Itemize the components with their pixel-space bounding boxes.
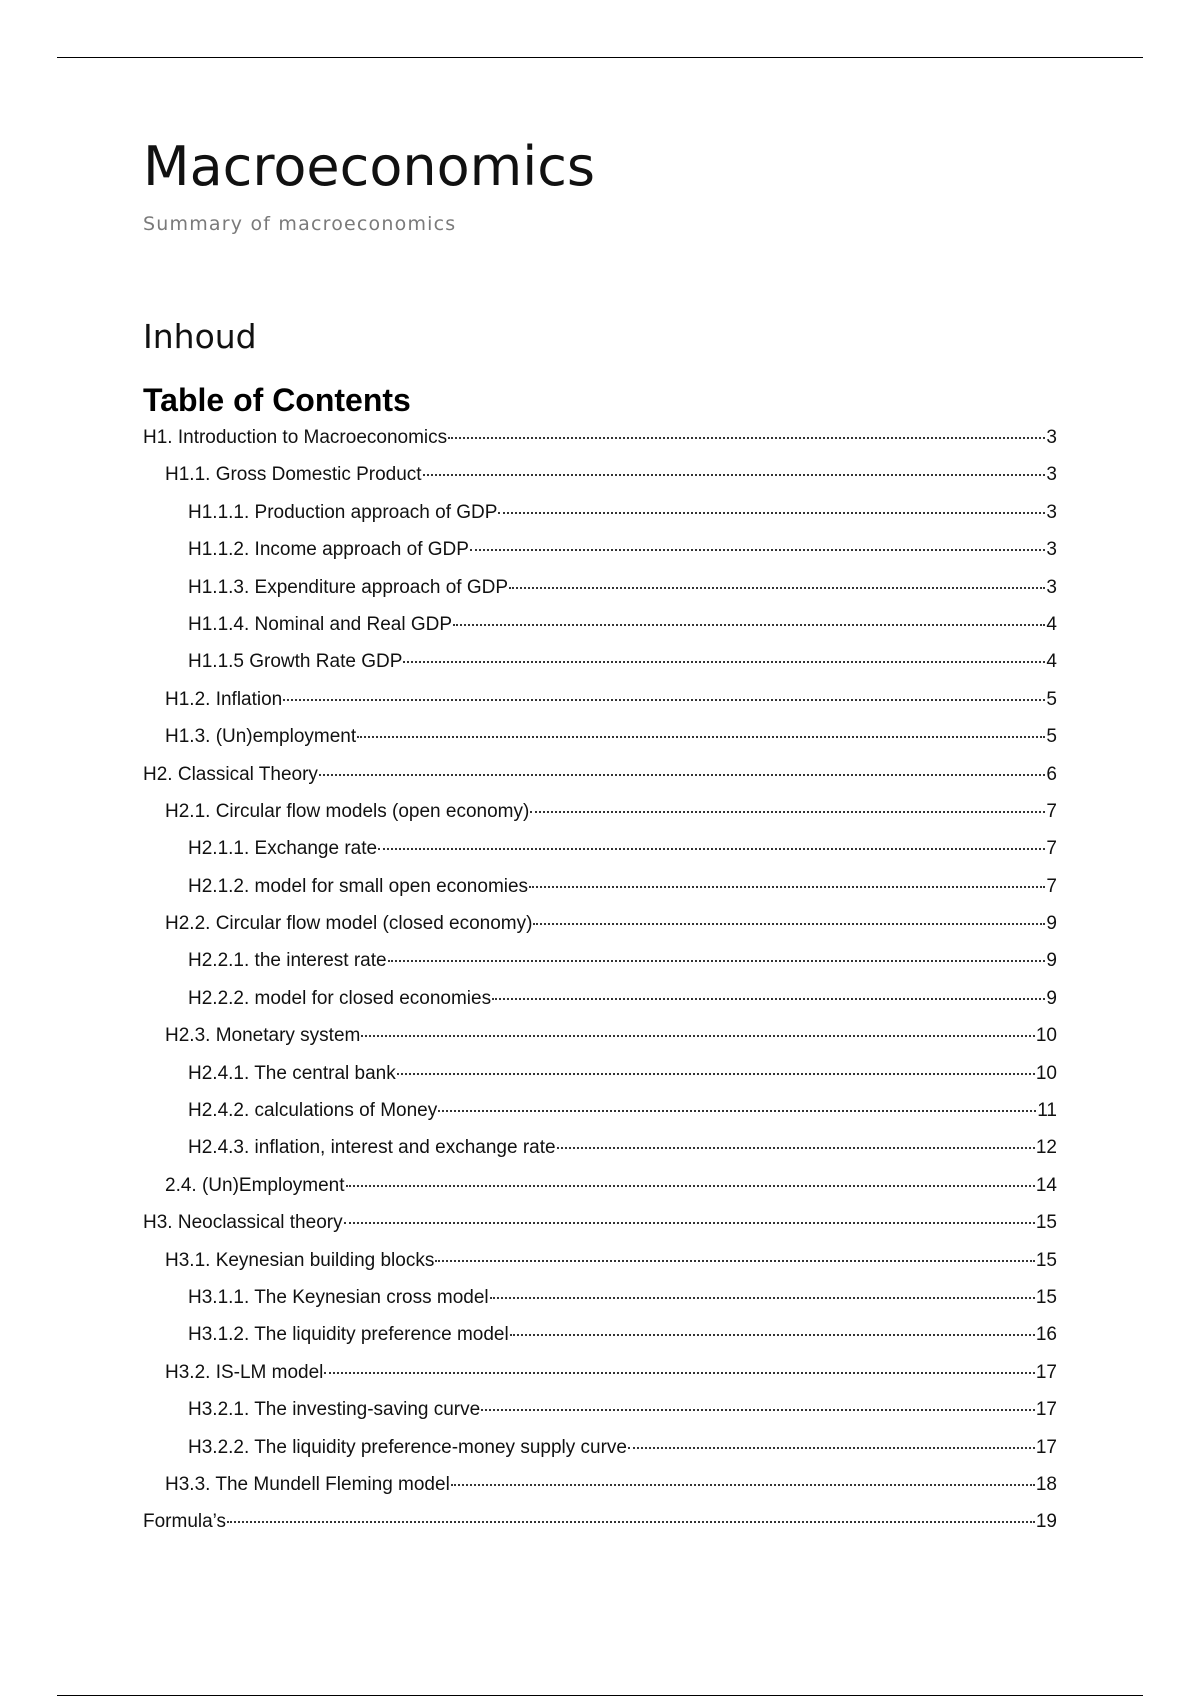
toc-entry[interactable] [143,764,1057,801]
toc-entry-label[interactable]: H1. Introduction to Macroeconomics [143,427,448,448]
toc-entry-page-number[interactable]: 5 [1046,726,1057,748]
toc-dot-leader [470,549,1045,551]
toc-entry-page-number[interactable]: 3 [1046,501,1057,523]
toc-dot-leader [557,1147,1035,1149]
toc-entry[interactable] [143,1399,1057,1436]
toc-entry[interactable] [143,614,1057,651]
toc-entry[interactable] [143,988,1057,1025]
toc-dot-leader [403,661,1045,663]
toc-dot-leader [319,774,1045,776]
toc-entry-page-number[interactable]: 3 [1046,464,1057,486]
toc-entry-page-number[interactable]: 7 [1046,838,1057,860]
toc-entry[interactable] [143,502,1057,539]
toc-dot-leader [435,1260,1035,1262]
toc-dot-leader [357,736,1045,738]
toc-entry-page-number[interactable]: 10 [1035,1025,1057,1047]
toc-entry-label[interactable]: H3.1. Keynesian building blocks [165,1249,435,1271]
toc-entry[interactable] [143,1362,1057,1399]
toc-heading: Table of Contents [143,382,411,418]
toc-dot-leader [451,1484,1035,1486]
toc-entry[interactable] [143,1437,1057,1474]
toc-entry-label[interactable]: H2.1. Circular flow models (open economy) [165,800,530,822]
toc-dot-leader [509,587,1045,589]
toc-entry[interactable] [143,577,1057,614]
footer-rule [57,1695,1143,1696]
toc-dot-leader [529,886,1045,888]
toc-dot-leader [346,1185,1035,1187]
toc-entry[interactable] [143,1137,1057,1174]
toc-entry-page-number[interactable]: 10 [1035,1062,1057,1084]
toc-entry-label[interactable]: H1.2. Inflation [165,688,283,710]
toc-entry[interactable] [143,950,1057,987]
toc-entry[interactable] [143,427,1057,464]
toc-dot-leader [530,811,1045,813]
toc-entry-page-number[interactable]: 5 [1046,688,1057,710]
toc-entry-page-number[interactable]: 14 [1035,1174,1057,1196]
toc-entry[interactable] [143,726,1057,763]
toc-entry-page-number[interactable]: 16 [1035,1324,1057,1346]
toc-dot-leader [283,699,1045,701]
toc-entry-label[interactable]: H2.1.1. Exchange rate [188,838,378,860]
toc-dot-leader [481,1409,1035,1411]
toc-entry-label[interactable]: H1.1.1. Production approach of GDP [188,501,498,523]
toc-entry-page-number[interactable]: 15 [1035,1212,1057,1234]
toc-entry[interactable] [143,1175,1057,1212]
toc-entry[interactable] [143,876,1057,913]
toc-entry-label[interactable]: H1.3. (Un)employment [165,726,357,748]
toc-entry-label[interactable]: H2.1.2. model for small open economies [188,875,529,897]
toc-entry[interactable] [143,1511,1057,1548]
toc-dot-leader [498,512,1045,514]
header-rule [57,57,1143,58]
toc-entry[interactable] [143,689,1057,726]
toc-entry-label[interactable]: H1.1.2. Income approach of GDP [188,539,469,561]
toc-entry[interactable] [143,801,1057,838]
toc-entry-label[interactable]: H2.2.2. model for closed economies [188,987,492,1009]
toc-entry[interactable] [143,913,1057,950]
table-of-contents [143,427,1057,1549]
toc-entry-page-number[interactable]: 19 [1035,1511,1057,1533]
toc-entry-page-number[interactable]: 7 [1046,875,1057,897]
toc-dot-leader [324,1372,1034,1374]
toc-entry-page-number[interactable]: 4 [1046,651,1057,673]
toc-entry-label[interactable]: H3. Neoclassical theory [143,1212,343,1234]
toc-dot-leader [378,848,1045,850]
toc-dot-leader [453,624,1045,626]
toc-dot-leader [448,437,1045,439]
toc-entry-page-number[interactable]: 9 [1046,987,1057,1009]
toc-dot-leader [533,923,1045,925]
toc-entry-label[interactable]: 2.4. (Un)Employment [165,1174,345,1196]
toc-entry[interactable] [143,838,1057,875]
contents-label: Inhoud [143,317,257,356]
toc-entry-label[interactable]: H2.2.1. the interest rate [188,950,387,972]
toc-entry-page-number[interactable]: 6 [1046,763,1057,785]
toc-entry-page-number[interactable]: 15 [1035,1249,1057,1271]
toc-entry-label[interactable]: H1.1.5 Growth Rate GDP [188,651,403,673]
toc-entry[interactable] [143,1025,1057,1062]
toc-dot-leader [227,1521,1035,1523]
toc-entry[interactable] [143,1324,1057,1361]
toc-entry-label[interactable]: H3.2.1. The investing-saving curve [188,1399,481,1421]
toc-entry-label[interactable]: Formula’s [143,1511,227,1533]
toc-entry-page-number[interactable]: 18 [1035,1473,1057,1495]
toc-dot-leader [388,960,1046,962]
toc-entry-page-number[interactable]: 3 [1046,539,1057,561]
toc-entry-page-number[interactable]: 11 [1037,1100,1057,1122]
toc-entry[interactable] [143,651,1057,688]
toc-entry[interactable] [143,1100,1057,1137]
toc-entry-page-number[interactable]: 9 [1046,913,1057,935]
toc-entry-page-number[interactable]: 4 [1046,613,1057,635]
toc-entry-page-number[interactable]: 17 [1035,1399,1057,1421]
toc-dot-leader [423,474,1046,476]
toc-entry[interactable] [143,464,1057,501]
toc-entry-label[interactable]: H3.3. The Mundell Fleming model [165,1473,450,1495]
toc-entry-label[interactable]: H2.2. Circular flow model (closed economy) [165,913,533,935]
toc-entry[interactable] [143,1250,1057,1287]
toc-dot-leader [510,1334,1035,1336]
toc-entry-page-number[interactable]: 17 [1035,1436,1057,1458]
toc-dot-leader [361,1035,1035,1037]
toc-entry-page-number[interactable]: 12 [1035,1137,1057,1159]
toc-entry-label[interactable]: H3.2. IS-LM model [165,1361,324,1383]
toc-entry-label[interactable]: H2. Classical Theory [143,763,318,785]
toc-dot-leader [397,1073,1035,1075]
toc-entry-label[interactable]: H3.2.2. The liquidity preference-money supply curve [188,1436,627,1458]
toc-entry-page-number[interactable]: 15 [1035,1286,1057,1308]
toc-entry-page-number[interactable]: 7 [1046,800,1057,822]
toc-entry-label[interactable]: H2.4.2. calculations of Money [188,1100,438,1122]
toc-entry[interactable] [143,1287,1057,1324]
toc-entry-label[interactable]: H1.1.4. Nominal and Real GDP [188,613,453,635]
toc-entry-label[interactable]: H1.1.3. Expenditure approach of GDP [188,576,509,598]
toc-dot-leader [344,1222,1035,1224]
toc-entry-label[interactable]: H1.1. Gross Domestic Product [165,464,422,486]
toc-dot-leader [492,998,1045,1000]
toc-entry[interactable] [143,1063,1057,1100]
toc-entry-label[interactable]: H2.4.1. The central bank [188,1062,396,1084]
toc-dot-leader [438,1110,1036,1112]
document-subtitle: Summary of macroeconomics [143,213,457,235]
document-title: Macroeconomics [143,135,596,198]
toc-entry-label[interactable]: H2.4.3. inflation, interest and exchange rate [188,1137,556,1159]
toc-entry-page-number[interactable]: 3 [1046,427,1057,448]
toc-entry[interactable] [143,1474,1057,1511]
toc-entry-label[interactable]: H3.1.2. The liquidity preference model [188,1324,509,1346]
toc-entry-label[interactable]: H2.3. Monetary system [165,1025,361,1047]
toc-entry-page-number[interactable]: 17 [1035,1361,1057,1383]
toc-entry-page-number[interactable]: 3 [1046,576,1057,598]
toc-entry[interactable] [143,539,1057,576]
toc-dot-leader [628,1447,1035,1449]
toc-entry[interactable] [143,1212,1057,1249]
toc-dot-leader [490,1297,1035,1299]
toc-entry-page-number[interactable]: 9 [1046,950,1057,972]
toc-entry-label[interactable]: H3.1.1. The Keynesian cross model [188,1286,489,1308]
